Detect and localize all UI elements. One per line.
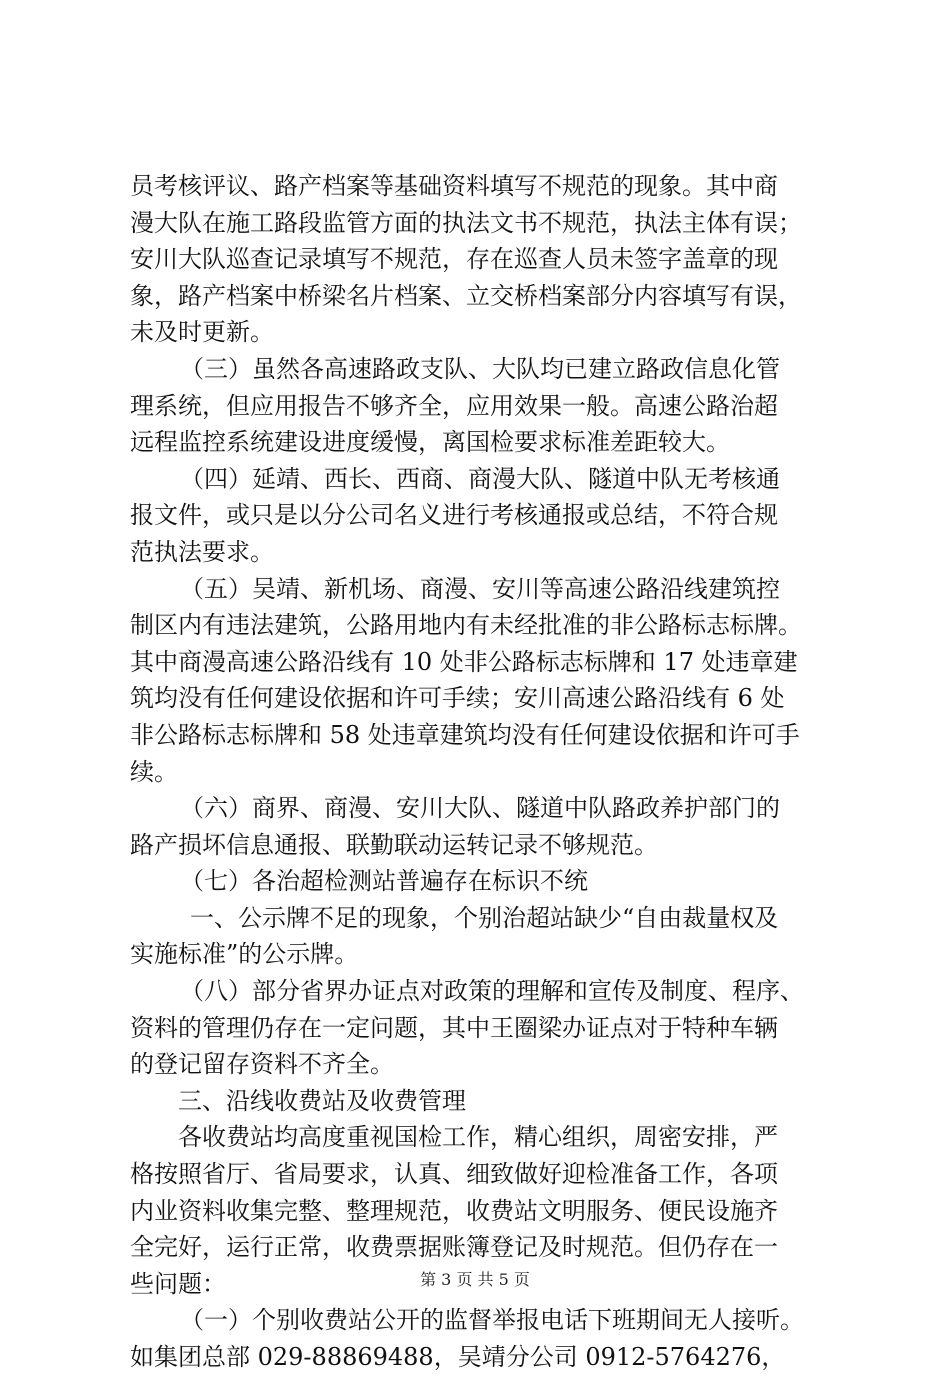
text-line: 其中商漫高速公路沿线有 10 处非公路标志标牌和 17 处违章建 [130,647,798,676]
paragraph-heading-5: （五）吴靖、新机场、商漫、安川等高速公路沿线建筑控 [180,574,780,603]
text-line: 报文件，或只是以分公司名义进行考核通报或总结，不符合规 [130,501,778,530]
text-line: 远程监控系统建设进度缓慢，离国检要求标准差距较大。 [130,428,730,457]
text-line: 象，路产档案中桥梁名片档案、立交桥档案部分内容填写有误， [130,281,802,310]
paragraph-heading-7: （七）各治超检测站普遍存在标识不统 [180,867,588,896]
text-line: 制区内有违法建筑，公路用地内有未经批准的非公路标志标牌。 [130,611,802,640]
text-line: 漫大队在施工路段监管方面的执法文书不规范，执法主体有误； [130,208,802,237]
text-line: 资料的管理仍存在一定问题，其中王圈梁办证点对于特种车辆 [130,1013,778,1042]
text-line: 内业资料收集完整、整理规范，收费站文明服务、便民设施齐 [130,1196,778,1225]
paragraph-heading-8: （八）部分省界办证点对政策的理解和宣传及制度、程序、 [180,977,804,1006]
text-line: 筑均没有任何建设依据和许可手续；安川高速公路沿线有 6 处 [130,684,785,713]
text-line: 的登记留存资料不齐全。 [130,1050,394,1079]
text-line: 格按照省厅、省局要求，认真、细致做好迎检准备工作，各项 [130,1160,778,1189]
text-line: 续。 [130,757,178,786]
text-line: 员考核评议、路产档案等基础资料填写不规范的现象。其中商 [130,172,778,200]
paragraph-heading-1: （一）个别收费站公开的监督举报电话下班期间无人接听。 [180,1306,804,1335]
text-line: 如集团总部 029-88869488，吴靖分公司 0912-5764276， [130,1343,786,1371]
text-line: 范执法要求。 [130,537,274,566]
page-number: 第 3 页 共 5 页 [420,1270,530,1289]
text-line: 一、公示牌不足的现象，个别治超站缺少“自由裁量权及 [190,903,779,932]
paragraph-heading-3: （三）虽然各高速路政支队、大队均已建立路政信息化管 [180,354,780,383]
paragraph-heading-4: （四）延靖、西长、西商、商漫大队、隧道中队无考核通 [180,464,780,493]
text-line: 各收费站均高度重视国检工作，精心组织，周密安排，严 [178,1123,778,1152]
text-line: 理系统，但应用报告不够齐全，应用效果一般。高速公路治超 [130,391,778,420]
text-line: 实施标准”的公示牌。 [130,940,359,969]
text-line: 路产损坏信息通报、联勤联动运转记录不够规范。 [130,830,658,859]
text-line: 些问题： [130,1269,226,1298]
paragraph-heading-6: （六）商界、商漫、安川大队、隧道中队路政养护部门的 [180,794,780,823]
section-heading: 三、沿线收费站及收费管理 [178,1086,466,1115]
text-line: 未及时更新。 [130,318,274,347]
text-line: 安川大队巡查记录填写不规范，存在巡查人员未签字盖章的现 [130,245,778,274]
text-line: 非公路标志标牌和 58 处违章建筑均没有任何建设依据和许可手 [130,720,800,749]
document-body [130,168,842,1376]
text-line: 全完好，运行正常，收费票据账簿登记及时规范。但仍存在一 [130,1233,778,1262]
